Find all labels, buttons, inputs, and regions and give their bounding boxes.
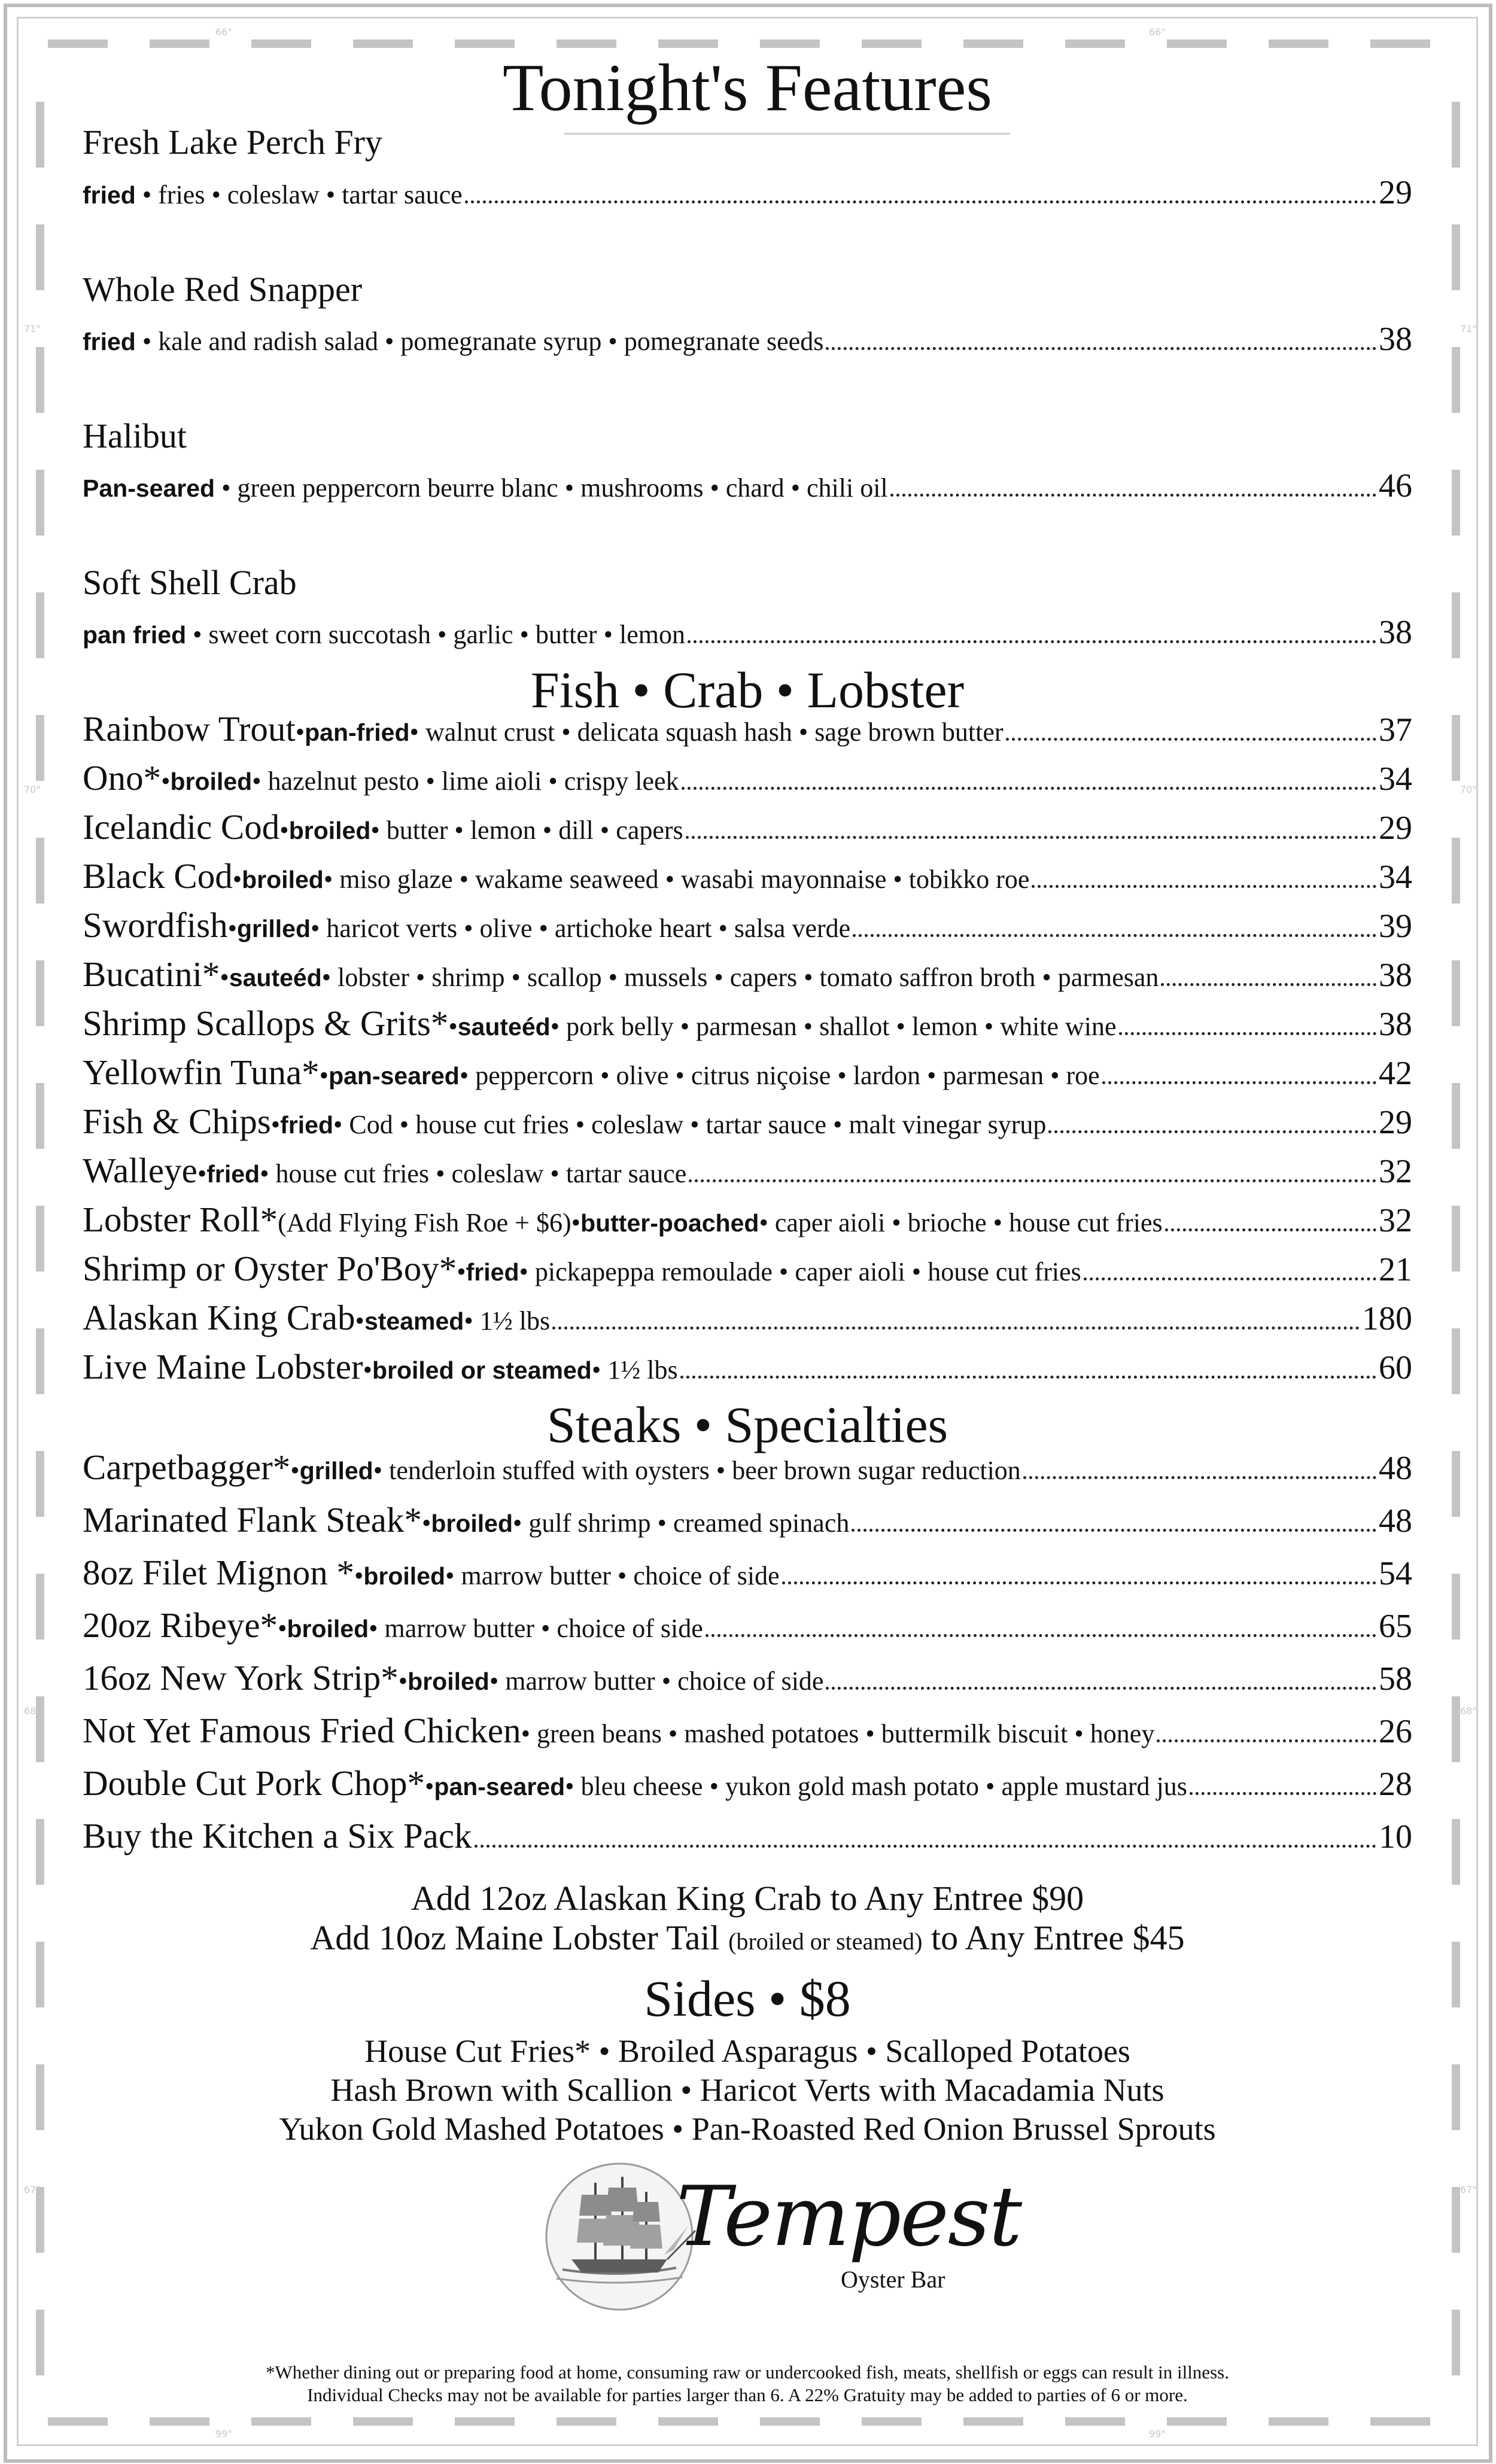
prep-method: sauteéd [229,964,322,991]
item-name: 16oz New York Strip* [83,1658,399,1698]
item-price: 21 [1379,1251,1412,1288]
frame-dash [36,1083,44,1149]
separator: • [398,1666,408,1696]
item-description: • 1½ lbs [591,1355,678,1385]
prep-method: steamed [364,1307,464,1335]
item-price: 38 [1379,957,1412,994]
item-name: Shrimp Scallops & Grits* [83,1003,449,1043]
separator: • [270,1110,281,1139]
frame-dash [150,39,209,48]
frame-dash [251,39,311,48]
item-name: Buy the Kitchen a Six Pack [83,1816,472,1855]
menu-item-row [83,1710,1412,1758]
prep-method: broiled or steamed [372,1356,592,1384]
menu-item-row [83,1150,1412,1198]
menu-item-row [83,1052,1412,1100]
frame-dash [1167,39,1227,48]
menu-item-row [83,1248,1412,1296]
dot-leader [852,1529,1376,1532]
item-description: • 1½ lbs [464,1306,551,1336]
separator: • [295,717,305,747]
separator: • [448,1012,458,1041]
frame-dash [1452,470,1460,536]
frame-dash [963,39,1023,48]
frame-dash [353,39,413,48]
prep-method: fried [280,1111,334,1139]
frame-dash [1370,39,1430,48]
item-description: • green peppercorn beurre blanc • mushrooms • chard • chili oil [221,473,888,503]
item-price: 10 [1379,1818,1412,1855]
frame-dash [36,1206,44,1271]
frame-dash [760,2417,820,2426]
prep-method: broiled [242,866,324,893]
frame-dash [36,960,44,1026]
menu-item-row [83,1499,1412,1547]
frame-dash [862,39,922,48]
frame-dash [36,592,44,658]
frame-mark: 99" [215,2428,232,2439]
frame-mark: 71" [24,323,41,334]
dot-leader [826,347,1376,350]
dot-leader [826,1687,1376,1690]
separator: • [197,1159,207,1188]
prep-method: sauteéd [457,1013,551,1041]
item-price: 38 [1379,1006,1412,1043]
frame-dash [36,470,44,536]
item-description: • peppercorn • olive • citrus niçoise • lardon • parmesan • roe [459,1061,1100,1090]
frame-dash [36,838,44,904]
frame-dash [1452,2310,1460,2375]
frame-dash [658,39,718,48]
item-description: • fries • coleslaw • tartar sauce [142,180,463,209]
item-description: • bleu cheese • yukon gold mash potato • apple mustard jus [565,1772,1187,1801]
dot-leader [1032,885,1376,888]
frame-dash [36,1574,44,1639]
frame-dash [1065,2417,1125,2426]
item-price: 34 [1379,859,1412,896]
item-description: • marrow butter • choice of side [369,1614,703,1643]
prep-method: pan-fried [305,719,410,746]
prep-method: broiled [408,1668,489,1695]
disclaimer-line: *Whether dining out or preparing food at home, consuming raw or undercooked fish, meats, shellfish or eggs can result in illness. [266,2362,1229,2383]
item-name: 20oz Ribeye* [83,1605,278,1645]
frame-dash [1065,39,1125,48]
section-title-fish: Fish • Crab • Lobster [530,661,965,719]
frame-dash [1452,1206,1460,1271]
prep-method: broiled [363,1562,446,1590]
menu-item-row [83,1605,1412,1653]
dot-leader [1165,1228,1376,1231]
dot-leader [1161,983,1376,986]
dot-leader [686,836,1376,839]
frame-dash [1452,2187,1460,2253]
prep-method: grilled [299,1457,373,1485]
separator: • [290,1456,300,1485]
dot-leader [890,494,1376,497]
dot-leader [689,1179,1376,1182]
dot-leader [680,1376,1376,1379]
separator: • [421,1508,431,1538]
item-description: • lobster • shrimp • scallop • mussels • capers • tomato saffron broth • parmesan [321,963,1159,992]
item-name: Walleye [83,1151,197,1190]
separator: • [457,1257,466,1286]
frame-dash [251,2417,311,2426]
frame-dash [36,1328,44,1394]
dot-leader [1119,1032,1376,1035]
frame-mark: 68" [24,1705,41,1717]
frame-dash [1269,2417,1328,2426]
separator: • [355,1306,364,1336]
frame-dash [760,39,820,48]
item-price: 32 [1379,1153,1412,1190]
frame-dash [36,2187,44,2253]
frame-dash [1452,1083,1460,1149]
item-description: • miso glaze • wakame seaweed • wasabi mayonnaise • tobikko roe [323,865,1030,894]
item-price: 58 [1379,1660,1412,1698]
dot-leader [552,1327,1360,1330]
sides-line: House Cut Fries* • Broiled Asparagus • Scalloped Potatoes [364,2033,1130,2069]
frame-dash [1452,2064,1460,2130]
frame-mark: 67" [1460,2184,1477,2195]
addon-crab: Add 12oz Alaskan King Crab to Any Entree $90 [411,1879,1084,1918]
item-price: 32 [1379,1202,1412,1239]
frame-dash [36,2064,44,2130]
item-price: 54 [1379,1555,1412,1592]
separator: • [220,963,229,992]
item-name: Rainbow Trout [83,709,296,749]
frame-dash [1370,2417,1430,2426]
separator: • [571,1208,581,1237]
menu-item-row [83,758,1412,805]
frame-dash [36,1819,44,1885]
item-name: Fish & Chips [83,1102,271,1141]
menu-item-row [83,1657,1412,1705]
item-description: • hazelnut pesto • lime aioli • crispy leek [252,766,679,796]
item-price: 46 [1379,467,1412,504]
item-description: • walnut crust • delicata squash hash • sage brown butter [409,717,1004,747]
frame-dash [353,2417,413,2426]
item-price: 37 [1379,711,1412,749]
logo-subtitle: Oyster Bar [841,2266,945,2293]
dot-leader [1102,1081,1376,1084]
prep-method: fried [206,1160,260,1188]
prep-method: broiled [287,1615,369,1642]
item-name: Ono* [83,758,162,798]
menu-item-row [83,856,1412,904]
item-description: • haricot verts • olive • artichoke heart • salsa verde [311,914,851,943]
item-price: 28 [1379,1766,1412,1803]
frame-dash [1452,592,1460,658]
separator: • [279,816,289,845]
frame-dash [1167,2417,1227,2426]
separator: • [354,1561,364,1590]
item-price: 26 [1379,1713,1412,1750]
logo-wordmark: Tempest [676,2168,1021,2265]
menu-item-row [83,1346,1412,1394]
frame-dash [48,2417,108,2426]
item-description: • marrow butter • choice of side [445,1561,780,1590]
item-description: • sweet corn succotash • garlic • butter • lemon [193,620,685,649]
dot-leader [688,640,1376,643]
addon-lobster-text: Add 10oz Maine Lobster Tail [310,1918,729,1957]
item-price: 180 [1362,1300,1412,1337]
prep-method: pan-seared [329,1062,460,1090]
item-name: Black Cod [83,856,233,896]
menu-item-row [83,1815,1412,1863]
item-price: 48 [1379,1502,1412,1540]
frame-dash [1452,1451,1460,1517]
prep-method: broiled [288,817,371,844]
frame-mark: 70" [24,784,41,795]
item-name: Swordfish [83,905,228,945]
item-description: • green beans • mashed potatoes • buttermilk biscuit • honey [521,1719,1155,1748]
feature-row [83,467,1412,506]
tempest-logo [539,2159,1021,2320]
frame-dash [36,715,44,781]
frame-mark: 70" [1460,784,1477,795]
frame-dash [36,224,44,290]
menu-item-row [83,1552,1412,1600]
separator: • [278,1614,287,1643]
gratuity-note: Individual Checks may not be available for parties larger than 6. A 22% Gratuity may be added to parties of 6 or more. [307,2384,1188,2405]
menu-item-row [83,708,1412,756]
item-price: 42 [1379,1055,1412,1092]
frame-mark: 67" [24,2184,41,2195]
dot-leader [1048,1130,1376,1133]
item-name: Not Yet Famous Fried Chicken [83,1711,521,1750]
frame-dash [862,2417,922,2426]
separator: • [161,766,171,796]
frame-dash [557,2417,616,2426]
addon-lobster [83,1918,1412,1961]
item-description: • pickapeppa remoulade • caper aioli • house cut fries [519,1257,1081,1286]
frame-dash [36,1942,44,2007]
prep-method: grilled [236,915,311,942]
frame-dash [1452,102,1460,168]
sides-line: Yukon Gold Mashed Potatoes • Pan-Roasted Red Onion Brussel Sprouts [279,2111,1216,2147]
sides-line: Hash Brown with Scallion • Haricot Verts with Macadamia Nuts [330,2072,1164,2108]
dot-leader [1084,1277,1376,1280]
feature-name: Fresh Lake Perch Fry [83,123,382,162]
item-description: • house cut fries • coleslaw • tartar sauce [260,1159,687,1188]
menu-item-row [83,954,1412,1002]
frame-mark: 68" [1460,1705,1477,1717]
item-description: • kale and radish salad • pomegranate syrup • pomegranate seeds [142,327,824,356]
menu-item-row [83,807,1412,854]
dot-leader [706,1634,1376,1637]
frame-dash [1452,960,1460,1026]
frame-dash [1452,1328,1460,1394]
frame-dash [36,2310,44,2375]
frame-mark: 66" [215,26,232,38]
frame-dash [1269,39,1328,48]
section-title-steaks: Steaks • Specialties [546,1396,948,1453]
item-name: Double Cut Pork Chop* [83,1763,425,1803]
frame-dash [1452,347,1460,413]
menu-item-row [83,1101,1412,1149]
page-title: Tonight's Features [502,51,992,125]
frame-dash [1452,224,1460,290]
frame-dash [455,2417,515,2426]
item-name: Bucatini* [83,954,220,994]
prep-method: broiled [170,768,253,795]
item-price: 39 [1379,908,1412,945]
prep-method: Pan-seared [83,474,215,502]
dot-leader [682,787,1376,790]
frame-dash [1452,1696,1460,1762]
prep-method: fried [83,181,136,209]
menu-item-row [83,1199,1412,1247]
separator: • [227,914,237,943]
prep-method: pan fried [83,621,187,649]
frame-dash [1452,838,1460,904]
menu-item-row [83,1003,1412,1051]
frame-mark: 71" [1460,323,1477,334]
item-price: 65 [1379,1608,1412,1645]
feature-row [83,613,1412,653]
dot-leader [465,200,1376,203]
item-note: (Add Flying Fish Roe + $6) [278,1208,571,1237]
separator: • [319,1061,329,1090]
dot-leader [782,1581,1376,1584]
prep-method: pan-seared [434,1773,565,1800]
frame-mark: 99" [1149,2428,1166,2439]
title-divider [564,133,1010,135]
item-name: Icelandic Cod [83,807,280,847]
prep-method: butter-poached [580,1209,759,1237]
frame-mark: 66" [1149,26,1166,38]
frame-dash [1452,1819,1460,1885]
item-name: Alaskan King Crab [83,1298,355,1337]
frame-dash [557,39,616,48]
item-description: • butter • lemon • dill • capers [370,816,683,845]
item-price: 38 [1379,321,1412,358]
frame-dash [150,2417,209,2426]
frame-dash [1452,1574,1460,1639]
dot-leader [1157,1739,1376,1742]
item-name: Shrimp or Oyster Po'Boy* [83,1249,457,1288]
menu-item-row [83,905,1412,953]
item-name: Live Maine Lobster [83,1347,363,1386]
frame-dash [658,2417,718,2426]
dot-leader [1190,1792,1376,1795]
item-description: • gulf shrimp • creamed spinach [513,1508,850,1538]
addon-lobster-price: to Any Entree $45 [922,1918,1185,1957]
frame-dash [48,39,108,48]
frame-dash [963,2417,1023,2426]
item-price: 48 [1379,1450,1412,1487]
prep-method: fried [466,1258,519,1286]
frame-dash [455,39,515,48]
feature-row [83,320,1412,360]
prep-method: fried [83,328,136,355]
dot-leader [1023,1476,1376,1479]
item-price: 60 [1379,1349,1412,1386]
frame-dash [1452,1942,1460,2007]
separator: • [425,1772,434,1801]
menu-item-row [83,1447,1412,1495]
item-price: 38 [1379,614,1412,651]
separator: • [363,1355,372,1385]
dot-leader [1006,738,1376,741]
item-description: • marrow butter • choice of side [489,1666,824,1696]
dot-leader [475,1845,1376,1848]
prep-method: broiled [431,1510,513,1537]
item-name: Lobster Roll* [83,1200,278,1239]
feature-name: Halibut [83,416,187,455]
item-name: 8oz Filet Mignon * [83,1553,354,1592]
menu-item-row [83,1763,1412,1811]
item-description: • pork belly • parmesan • shallot • lemon • white wine [550,1012,1117,1041]
frame-dash [36,102,44,168]
dot-leader [853,934,1376,937]
frame-dash [36,1451,44,1517]
item-name: Carpetbagger* [83,1447,291,1487]
feature-row [83,174,1412,213]
item-price: 29 [1379,1104,1412,1141]
feature-name: Whole Red Snapper [83,270,363,309]
separator: • [232,865,242,894]
item-description: • Cod • house cut fries • coleslaw • tartar sauce • malt vinegar syrup [333,1110,1047,1139]
addon-lobster-note: (broiled or steamed) [728,1928,923,1955]
item-description: • tenderloin stuffed with oysters • beer brown sugar reduction [373,1456,1021,1485]
frame-dash [36,347,44,413]
frame-dash [1452,715,1460,781]
item-price: 29 [1379,810,1412,847]
item-name: Yellowfin Tuna* [83,1052,320,1092]
section-title-sides: Sides • $8 [644,1970,851,2027]
item-name: Marinated Flank Steak* [83,1500,422,1540]
item-price: 34 [1379,761,1412,798]
menu-item-row [83,1297,1412,1345]
item-price: 29 [1379,174,1412,211]
feature-name: Soft Shell Crab [83,563,297,602]
item-description: • caper aioli • brioche • house cut fries [759,1208,1163,1237]
